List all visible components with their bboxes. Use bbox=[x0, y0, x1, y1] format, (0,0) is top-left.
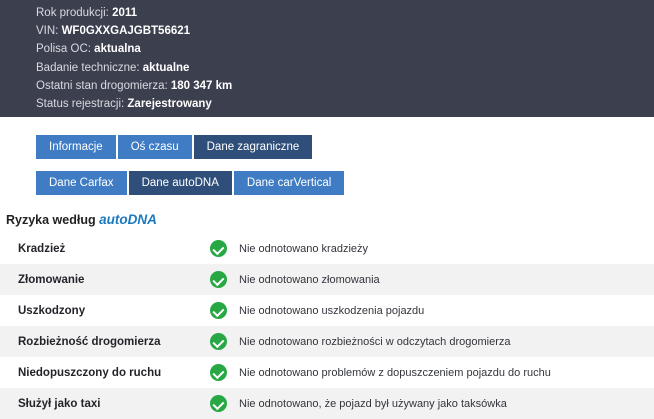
info-label: Ostatni stan drogomierza: bbox=[36, 79, 168, 92]
brand-dna-text: DNA bbox=[127, 212, 157, 227]
info-label: Status rejestracji: bbox=[36, 98, 125, 111]
info-label: Polisa OC: bbox=[36, 43, 91, 56]
brand-auto-text: auto bbox=[99, 212, 128, 227]
risk-label: Złomowanie bbox=[18, 273, 85, 286]
table-row bbox=[0, 388, 654, 419]
risk-description: Nie odnotowano, że pojazd był używany jako taksówka bbox=[239, 397, 507, 410]
risk-label: Rozbieżność drogomierza bbox=[18, 335, 161, 348]
table-row bbox=[0, 233, 654, 264]
check-circle-icon bbox=[200, 240, 236, 257]
table-row bbox=[0, 357, 654, 388]
risk-label: Służył jako taxi bbox=[18, 397, 101, 410]
tab-dane-autodna[interactable]: Dane autoDNA bbox=[129, 171, 232, 195]
info-label: Badanie techniczne: bbox=[36, 61, 140, 74]
autodna-logo bbox=[99, 212, 157, 227]
info-label: Rok produkcji: bbox=[36, 7, 109, 19]
secondary-tab-bar bbox=[36, 171, 344, 195]
info-row-polisa-oc bbox=[36, 40, 654, 58]
table-row bbox=[0, 264, 654, 295]
check-circle-icon bbox=[200, 271, 236, 288]
tab-os-czasu[interactable]: Oś czasu bbox=[118, 135, 192, 159]
risk-list bbox=[0, 233, 654, 419]
check-circle-icon bbox=[200, 302, 236, 319]
section-heading-text: Ryzyka według bbox=[6, 213, 100, 227]
risk-description: Nie odnotowano kradzieży bbox=[239, 242, 369, 255]
tab-dane-carvertical[interactable]: Dane carVertical bbox=[234, 171, 344, 195]
info-row-badanie-techniczne bbox=[36, 59, 654, 77]
info-row-stan-drogomierza bbox=[36, 77, 654, 95]
info-row-rok-produkcji bbox=[36, 4, 654, 22]
check-circle-icon bbox=[200, 333, 236, 350]
risk-description: Nie odnotowano problemów z dopuszczeniem pojazdu do ruchu bbox=[239, 366, 551, 379]
info-value: WF0GXXGAJGBT56621 bbox=[61, 25, 191, 38]
risk-label: Uszkodzony bbox=[18, 304, 86, 317]
info-value: 180 347 km bbox=[170, 79, 233, 92]
info-label: VIN: bbox=[36, 25, 59, 38]
risk-label: Niedopuszczony do ruchu bbox=[18, 366, 162, 379]
risk-description: Nie odnotowano uszkodzenia pojazdu bbox=[239, 304, 425, 317]
check-circle-icon bbox=[200, 364, 236, 381]
info-value: aktualna bbox=[94, 43, 141, 56]
tab-dane-zagraniczne[interactable]: Dane zagraniczne bbox=[194, 135, 313, 159]
info-row-vin bbox=[36, 22, 654, 40]
section-heading bbox=[6, 212, 157, 227]
info-value: Zarejestrowany bbox=[127, 98, 212, 111]
info-row-status-rejestracji bbox=[36, 95, 654, 113]
vehicle-info-panel bbox=[0, 0, 654, 117]
info-value: 2011 bbox=[112, 7, 138, 19]
risk-description: Nie odnotowano złomowania bbox=[239, 273, 380, 286]
info-value: aktualne bbox=[142, 61, 190, 74]
tab-dane-carfax[interactable]: Dane Carfax bbox=[36, 171, 127, 195]
primary-tab-bar bbox=[36, 135, 312, 159]
risk-description: Nie odnotowano rozbieżności w odczytach drogomierza bbox=[239, 335, 511, 348]
tab-informacje[interactable]: Informacje bbox=[36, 135, 116, 159]
table-row bbox=[0, 295, 654, 326]
table-row bbox=[0, 326, 654, 357]
check-circle-icon bbox=[200, 395, 236, 412]
risk-label: Kradzież bbox=[18, 242, 66, 255]
